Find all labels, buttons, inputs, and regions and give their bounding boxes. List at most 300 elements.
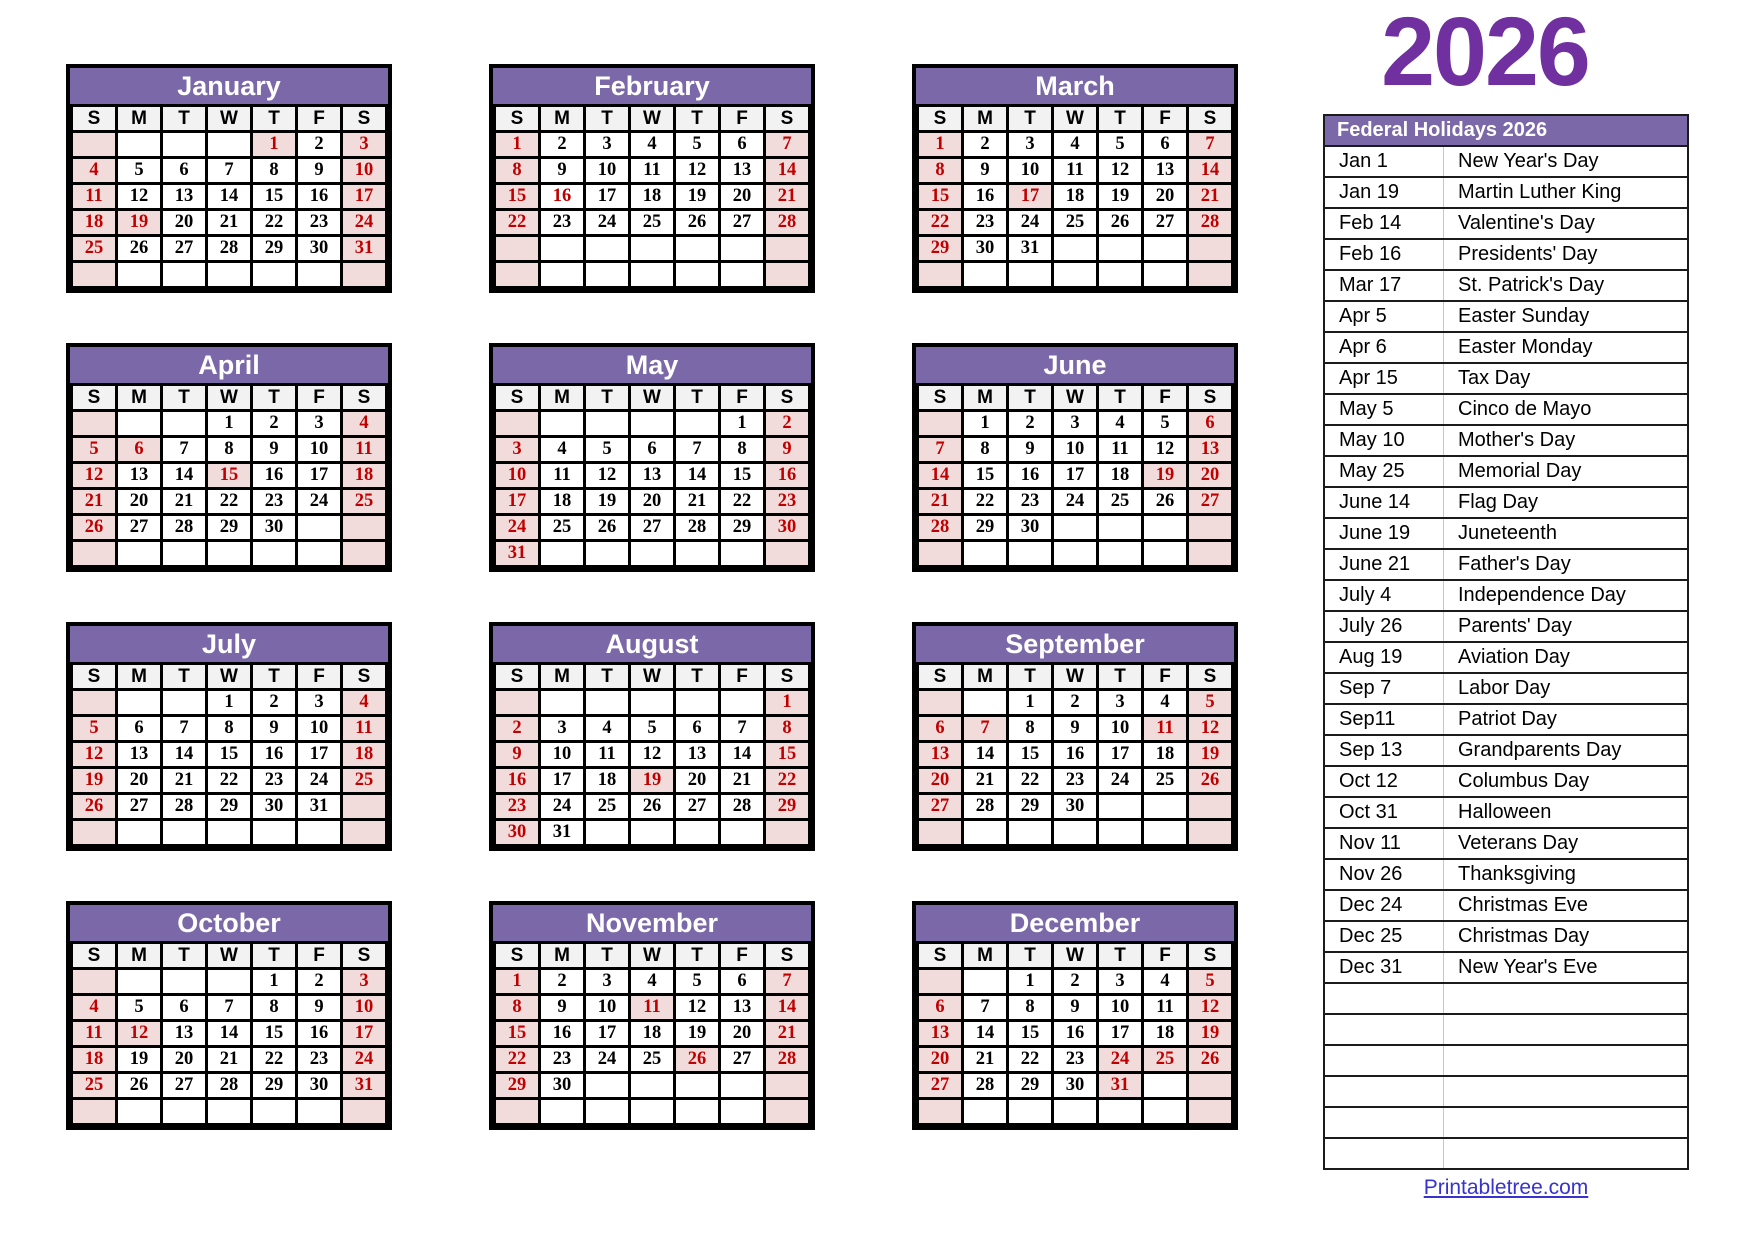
day-cell-empty <box>720 1099 765 1125</box>
day-cell-10: 10 <box>585 995 630 1021</box>
day-cell-empty <box>1098 820 1143 846</box>
weekday-header: F <box>1143 385 1188 411</box>
day-cell-empty <box>252 1099 297 1125</box>
day-cell-empty <box>207 1099 252 1125</box>
day-cell-empty <box>1098 236 1143 262</box>
day-cell-22: 22 <box>495 1047 540 1073</box>
day-cell-14: 14 <box>765 158 810 184</box>
weekday-header: S <box>342 943 387 969</box>
day-cell-empty <box>495 1099 540 1125</box>
day-cell-27: 27 <box>720 210 765 236</box>
day-cell-empty <box>1143 515 1188 541</box>
weekday-header: T <box>1098 664 1143 690</box>
day-cell-16: 16 <box>297 1021 342 1047</box>
day-cell-1: 1 <box>495 132 540 158</box>
weekday-header: T <box>1098 385 1143 411</box>
day-cell-29: 29 <box>918 236 963 262</box>
day-cell-9: 9 <box>1008 437 1053 463</box>
day-cell-17: 17 <box>540 768 585 794</box>
day-cell-empty <box>540 262 585 288</box>
day-cell-empty <box>675 411 720 437</box>
day-cell-6: 6 <box>720 969 765 995</box>
holiday-row-empty <box>1325 1075 1687 1106</box>
day-cell-27: 27 <box>1143 210 1188 236</box>
weekday-header: S <box>1188 385 1233 411</box>
day-cell-empty <box>630 262 675 288</box>
holiday-name: New Year's Day <box>1443 147 1687 176</box>
holiday-name: Aviation Day <box>1443 643 1687 672</box>
day-cell-17: 17 <box>1098 742 1143 768</box>
day-cell-empty <box>675 541 720 567</box>
month-april <box>66 343 392 572</box>
holiday-row <box>1325 889 1687 920</box>
day-cell-16: 16 <box>963 184 1008 210</box>
day-cell-22: 22 <box>1008 1047 1053 1073</box>
day-cell-18: 18 <box>72 1047 117 1073</box>
day-cell-25: 25 <box>540 515 585 541</box>
holiday-name: Mother's Day <box>1443 426 1687 455</box>
holiday-name: Tax Day <box>1443 364 1687 393</box>
day-cell-empty <box>117 1099 162 1125</box>
day-cell-17: 17 <box>1008 184 1053 210</box>
day-cell-14: 14 <box>963 1021 1008 1047</box>
holiday-name: Veterans Day <box>1443 829 1687 858</box>
month-title: June <box>916 347 1234 383</box>
day-cell-8: 8 <box>720 437 765 463</box>
day-cell-21: 21 <box>963 1047 1008 1073</box>
day-cell-19: 19 <box>1143 463 1188 489</box>
day-cell-9: 9 <box>963 158 1008 184</box>
day-cell-13: 13 <box>117 463 162 489</box>
weekday-header: T <box>1098 106 1143 132</box>
day-cell-4: 4 <box>540 437 585 463</box>
day-cell-22: 22 <box>765 768 810 794</box>
day-cell-6: 6 <box>1143 132 1188 158</box>
month-september <box>912 622 1238 851</box>
printabletree-link[interactable]: Printabletree.com <box>1423 1176 1589 1199</box>
holiday-date: Apr 6 <box>1339 336 1387 358</box>
day-cell-22: 22 <box>207 768 252 794</box>
weekday-header: T <box>162 664 207 690</box>
day-cell-empty <box>630 1099 675 1125</box>
weekday-header: S <box>72 106 117 132</box>
day-cell-11: 11 <box>72 1021 117 1047</box>
month-table <box>70 941 388 1126</box>
day-cell-empty <box>963 969 1008 995</box>
day-cell-empty <box>297 1099 342 1125</box>
day-cell-empty <box>342 262 387 288</box>
day-cell-28: 28 <box>207 1073 252 1099</box>
day-cell-empty <box>675 236 720 262</box>
day-cell-26: 26 <box>1143 489 1188 515</box>
weekday-header: F <box>1143 664 1188 690</box>
day-cell-15: 15 <box>207 463 252 489</box>
day-cell-17: 17 <box>1098 1021 1143 1047</box>
holiday-row <box>1325 362 1687 393</box>
day-cell-empty <box>342 541 387 567</box>
day-cell-empty <box>1143 236 1188 262</box>
day-cell-20: 20 <box>918 1047 963 1073</box>
day-cell-30: 30 <box>1053 794 1098 820</box>
day-cell-30: 30 <box>963 236 1008 262</box>
day-cell-empty <box>1053 541 1098 567</box>
day-cell-31: 31 <box>1008 236 1053 262</box>
day-cell-31: 31 <box>540 820 585 846</box>
holiday-name: Thanksgiving <box>1443 860 1687 889</box>
month-table <box>916 941 1234 1126</box>
day-cell-4: 4 <box>630 132 675 158</box>
day-cell-19: 19 <box>675 1021 720 1047</box>
day-cell-empty <box>207 820 252 846</box>
day-cell-25: 25 <box>72 1073 117 1099</box>
day-cell-19: 19 <box>675 184 720 210</box>
day-cell-empty <box>675 262 720 288</box>
day-cell-13: 13 <box>720 995 765 1021</box>
day-cell-27: 27 <box>1188 489 1233 515</box>
month-table <box>70 383 388 568</box>
day-cell-5: 5 <box>1143 411 1188 437</box>
day-cell-8: 8 <box>918 158 963 184</box>
day-cell-29: 29 <box>963 515 1008 541</box>
day-cell-13: 13 <box>675 742 720 768</box>
day-cell-19: 19 <box>1188 1021 1233 1047</box>
day-cell-30: 30 <box>1053 1073 1098 1099</box>
day-cell-20: 20 <box>117 768 162 794</box>
weekday-header: T <box>585 664 630 690</box>
day-cell-26: 26 <box>675 1047 720 1073</box>
weekday-header: T <box>252 385 297 411</box>
holiday-date <box>1325 1108 1443 1137</box>
day-cell-16: 16 <box>540 184 585 210</box>
holiday-date: Dec 31 <box>1339 956 1403 978</box>
weekday-header: S <box>495 106 540 132</box>
day-cell-5: 5 <box>585 437 630 463</box>
day-cell-18: 18 <box>342 742 387 768</box>
weekday-header: S <box>765 106 810 132</box>
holiday-row <box>1325 858 1687 889</box>
day-cell-5: 5 <box>72 716 117 742</box>
day-cell-14: 14 <box>162 463 207 489</box>
weekday-header: F <box>720 385 765 411</box>
holiday-row <box>1325 641 1687 672</box>
weekday-header: T <box>1008 943 1053 969</box>
day-cell-9: 9 <box>495 742 540 768</box>
day-cell-18: 18 <box>1053 184 1098 210</box>
weekday-header: M <box>540 385 585 411</box>
day-cell-6: 6 <box>162 158 207 184</box>
day-cell-empty <box>72 132 117 158</box>
day-cell-12: 12 <box>117 1021 162 1047</box>
weekday-header: T <box>162 943 207 969</box>
day-cell-25: 25 <box>630 210 675 236</box>
day-cell-20: 20 <box>1143 184 1188 210</box>
month-title: September <box>916 626 1234 662</box>
day-cell-12: 12 <box>675 995 720 1021</box>
holiday-row <box>1325 207 1687 238</box>
weekday-header: M <box>963 385 1008 411</box>
weekday-header: M <box>117 943 162 969</box>
holiday-name: New Year's Eve <box>1443 953 1687 982</box>
day-cell-27: 27 <box>918 1073 963 1099</box>
day-cell-16: 16 <box>1008 463 1053 489</box>
day-cell-13: 13 <box>117 742 162 768</box>
day-cell-14: 14 <box>162 742 207 768</box>
day-cell-25: 25 <box>72 236 117 262</box>
day-cell-28: 28 <box>765 1047 810 1073</box>
day-cell-empty <box>585 1099 630 1125</box>
day-cell-empty <box>963 541 1008 567</box>
weekday-header: S <box>1188 106 1233 132</box>
day-cell-30: 30 <box>297 236 342 262</box>
holiday-row-empty <box>1325 1044 1687 1075</box>
day-cell-empty <box>765 236 810 262</box>
day-cell-28: 28 <box>765 210 810 236</box>
holiday-name: Easter Sunday <box>1443 302 1687 331</box>
day-cell-28: 28 <box>918 515 963 541</box>
day-cell-17: 17 <box>585 1021 630 1047</box>
holiday-name: Father's Day <box>1443 550 1687 579</box>
weekday-header: M <box>963 943 1008 969</box>
day-cell-29: 29 <box>1008 1073 1053 1099</box>
day-cell-14: 14 <box>963 742 1008 768</box>
day-cell-26: 26 <box>117 236 162 262</box>
weekday-header: F <box>297 943 342 969</box>
day-cell-12: 12 <box>1098 158 1143 184</box>
holiday-date <box>1325 984 1443 1013</box>
holiday-name <box>1443 1108 1687 1137</box>
day-cell-8: 8 <box>252 158 297 184</box>
holiday-date: July 4 <box>1339 584 1392 606</box>
day-cell-29: 29 <box>252 1073 297 1099</box>
day-cell-20: 20 <box>162 1047 207 1073</box>
day-cell-9: 9 <box>540 158 585 184</box>
day-cell-23: 23 <box>1008 489 1053 515</box>
day-cell-empty <box>963 690 1008 716</box>
day-cell-13: 13 <box>1188 437 1233 463</box>
day-cell-12: 12 <box>630 742 675 768</box>
weekday-header: W <box>630 943 675 969</box>
day-cell-9: 9 <box>297 995 342 1021</box>
day-cell-19: 19 <box>72 768 117 794</box>
day-cell-empty <box>540 541 585 567</box>
day-cell-empty <box>585 690 630 716</box>
day-cell-30: 30 <box>297 1073 342 1099</box>
weekday-header: F <box>297 385 342 411</box>
day-cell-5: 5 <box>675 969 720 995</box>
day-cell-empty <box>630 236 675 262</box>
holiday-date <box>1325 1046 1443 1075</box>
holiday-name: Martin Luther King <box>1443 178 1687 207</box>
weekday-header: S <box>72 664 117 690</box>
day-cell-6: 6 <box>117 716 162 742</box>
weekday-header: T <box>252 943 297 969</box>
day-cell-empty <box>918 411 963 437</box>
day-cell-3: 3 <box>585 132 630 158</box>
day-cell-21: 21 <box>162 489 207 515</box>
day-cell-empty <box>630 820 675 846</box>
day-cell-8: 8 <box>207 716 252 742</box>
day-cell-3: 3 <box>585 969 630 995</box>
holiday-name <box>1443 1015 1687 1044</box>
day-cell-8: 8 <box>495 158 540 184</box>
day-cell-8: 8 <box>765 716 810 742</box>
day-cell-empty <box>540 411 585 437</box>
weekday-header: M <box>117 385 162 411</box>
day-cell-empty <box>1098 541 1143 567</box>
month-table <box>70 662 388 847</box>
holiday-date: Aug 19 <box>1339 646 1403 668</box>
day-cell-23: 23 <box>540 1047 585 1073</box>
federal-holidays-title: Federal Holidays 2026 <box>1325 116 1687 145</box>
day-cell-9: 9 <box>1053 716 1098 742</box>
weekday-header: W <box>630 385 675 411</box>
day-cell-empty <box>585 236 630 262</box>
holiday-row <box>1325 145 1687 176</box>
holiday-row-empty <box>1325 1013 1687 1044</box>
holiday-row <box>1325 548 1687 579</box>
day-cell-4: 4 <box>1098 411 1143 437</box>
weekday-header: W <box>1053 943 1098 969</box>
day-cell-empty <box>297 541 342 567</box>
day-cell-15: 15 <box>252 1021 297 1047</box>
day-cell-15: 15 <box>765 742 810 768</box>
day-cell-19: 19 <box>117 1047 162 1073</box>
day-cell-9: 9 <box>297 158 342 184</box>
holiday-name <box>1443 1139 1687 1168</box>
day-cell-13: 13 <box>918 742 963 768</box>
holiday-row <box>1325 424 1687 455</box>
holiday-date: Mar 17 <box>1339 274 1402 296</box>
day-cell-4: 4 <box>1143 690 1188 716</box>
holiday-name: Juneteenth <box>1443 519 1687 548</box>
day-cell-empty <box>1008 262 1053 288</box>
holiday-date: Oct 31 <box>1339 801 1398 823</box>
day-cell-23: 23 <box>252 489 297 515</box>
day-cell-3: 3 <box>540 716 585 742</box>
holiday-name: Valentine's Day <box>1443 209 1687 238</box>
day-cell-6: 6 <box>162 995 207 1021</box>
day-cell-1: 1 <box>720 411 765 437</box>
weekday-header: W <box>1053 664 1098 690</box>
day-cell-3: 3 <box>495 437 540 463</box>
day-cell-26: 26 <box>72 515 117 541</box>
weekday-header: T <box>585 385 630 411</box>
day-cell-21: 21 <box>207 1047 252 1073</box>
day-cell-empty <box>162 262 207 288</box>
day-cell-17: 17 <box>1053 463 1098 489</box>
day-cell-4: 4 <box>585 716 630 742</box>
day-cell-16: 16 <box>252 463 297 489</box>
day-cell-empty <box>72 820 117 846</box>
day-cell-7: 7 <box>918 437 963 463</box>
day-cell-9: 9 <box>540 995 585 1021</box>
weekday-header: T <box>162 385 207 411</box>
month-title: July <box>70 626 388 662</box>
day-cell-10: 10 <box>297 716 342 742</box>
day-cell-empty <box>918 820 963 846</box>
day-cell-empty <box>297 515 342 541</box>
day-cell-23: 23 <box>1053 768 1098 794</box>
day-cell-11: 11 <box>585 742 630 768</box>
holiday-name: Halloween <box>1443 798 1687 827</box>
day-cell-2: 2 <box>765 411 810 437</box>
day-cell-7: 7 <box>720 716 765 742</box>
day-cell-4: 4 <box>630 969 675 995</box>
day-cell-4: 4 <box>342 690 387 716</box>
day-cell-empty <box>765 1099 810 1125</box>
day-cell-22: 22 <box>252 210 297 236</box>
weekday-header: W <box>630 106 675 132</box>
day-cell-8: 8 <box>207 437 252 463</box>
day-cell-21: 21 <box>162 768 207 794</box>
day-cell-12: 12 <box>117 184 162 210</box>
day-cell-16: 16 <box>1053 1021 1098 1047</box>
day-cell-29: 29 <box>207 515 252 541</box>
day-cell-20: 20 <box>117 489 162 515</box>
weekday-header: F <box>1143 106 1188 132</box>
month-november <box>489 901 815 1130</box>
weekday-header: W <box>207 943 252 969</box>
day-cell-empty <box>963 262 1008 288</box>
holiday-row <box>1325 517 1687 548</box>
day-cell-26: 26 <box>675 210 720 236</box>
day-cell-13: 13 <box>630 463 675 489</box>
day-cell-empty <box>342 820 387 846</box>
holiday-row <box>1325 796 1687 827</box>
day-cell-28: 28 <box>1188 210 1233 236</box>
day-cell-7: 7 <box>207 995 252 1021</box>
day-cell-18: 18 <box>1098 463 1143 489</box>
day-cell-empty <box>540 1099 585 1125</box>
holiday-name: Easter Monday <box>1443 333 1687 362</box>
day-cell-20: 20 <box>1188 463 1233 489</box>
day-cell-21: 21 <box>765 1021 810 1047</box>
day-cell-empty <box>162 411 207 437</box>
day-cell-empty <box>297 820 342 846</box>
day-cell-empty <box>630 411 675 437</box>
holiday-date <box>1325 1139 1443 1168</box>
day-cell-3: 3 <box>1098 690 1143 716</box>
day-cell-24: 24 <box>1098 1047 1143 1073</box>
day-cell-22: 22 <box>963 489 1008 515</box>
day-cell-5: 5 <box>1098 132 1143 158</box>
day-cell-21: 21 <box>918 489 963 515</box>
month-title: October <box>70 905 388 941</box>
weekday-header: S <box>918 385 963 411</box>
holiday-date: Dec 24 <box>1339 894 1403 916</box>
day-cell-9: 9 <box>252 437 297 463</box>
month-table <box>916 383 1234 568</box>
weekday-header: M <box>540 664 585 690</box>
day-cell-15: 15 <box>495 1021 540 1047</box>
day-cell-17: 17 <box>495 489 540 515</box>
day-cell-22: 22 <box>252 1047 297 1073</box>
day-cell-21: 21 <box>207 210 252 236</box>
holiday-name <box>1443 1077 1687 1106</box>
weekday-header: S <box>765 385 810 411</box>
holiday-row <box>1325 672 1687 703</box>
month-table <box>493 383 811 568</box>
day-cell-empty <box>963 820 1008 846</box>
month-table <box>916 104 1234 289</box>
day-cell-empty <box>207 132 252 158</box>
day-cell-empty <box>1188 794 1233 820</box>
day-cell-empty <box>1053 1099 1098 1125</box>
day-cell-empty <box>495 411 540 437</box>
day-cell-18: 18 <box>72 210 117 236</box>
holiday-row <box>1325 579 1687 610</box>
holiday-name: Cinco de Mayo <box>1443 395 1687 424</box>
